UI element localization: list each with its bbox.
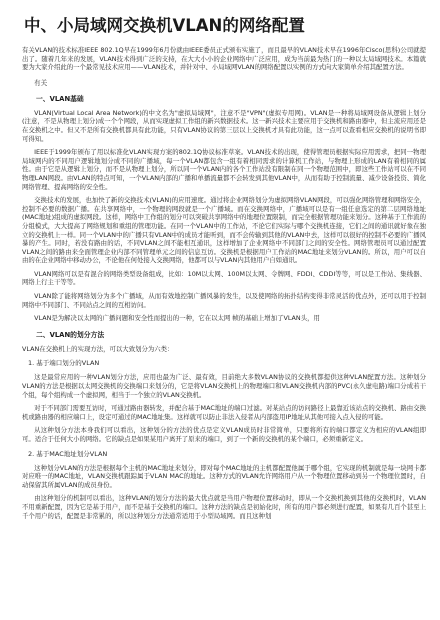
paragraph: 由这种划分的机制可以看出，这种VLAN的划分方法的最大优点就是当用户物理位置移动时，即从一个交换机换到其他的交换机时，VLAN不用重新配置，因为它是基于用户，而不是基于交换机的端口。这种方法的缺点是初始化时，所有的用户都必须进行配置，如果有几百个甚至上千个用户的话，配置是非常累的，所以这种划分方法通常适用于小型局域网。而且这种划: [22, 494, 426, 520]
paragraph: IEEE于1999年颁布了用以标准化VLAN实现方案的802.1Q协议标准草案。VLAN技术的出现，使得管理员根据实际应用需求，把同一物理局域网内的不同用户逻辑地划分成不同的广播域，每一个VLAN都包含一组有着相同需求的计算机工作站，与物理上形成的LAN有着相同的属性。由于它是从逻辑上划分，而不是从物理上划分，所以同一个VLAN内的各个工作站没有限制在同一个物理范围中，即这些工作站可以在不同物理LAN网段。由VLAN的特点可知，一个VLAN内部的广播和单播流量都不会转发到其他VLAN中，从而有助于控制流量、减少设备投资、简化网络管理、提高网络的安全性。: [22, 148, 426, 191]
intro-paragraph: 有关VLAN的技术标准IEEE 802.1Q早在1999年6月份就由IEEE委员正式颁布实施了，而且最早的VLAN技术早在1996年Cisco(思科)公司就提出了。随着几年来的发展，VLAN技术得到广泛的支持，在大大小小的企业网络中广泛应用，成为当前最为热门的一种以太局域网技术。本篇就要为大家介绍此的一个最常见技术应用——VLAN技术，并针对中、小局域网VLAN的网络配置以实例的方式向大家简单介绍其配置方法。: [22, 46, 426, 72]
paragraph: 从这种划分方法本身我们可以看出，这种划分的方法的优点是定义VLAN成员时非常简单，只要将所有的端口都定义为相应的VLAN组即可。适合于任何大小的网络。它的缺点是如果某用户离开了原来的端口，到了一个新的交换机的某个端口，必须重新定义。: [22, 426, 426, 443]
paragraph: 这种划分VLAN的方法是根据每个主机的MAC地址来划分，即对每个MAC地址的主机都配置他属于哪个组，它实现的机制就是每一块网卡都对应唯一的MAC地址，VLAN交换机跟踪属于VLAN MAC的地址。这种方式的VLAN允许网络用户从一个物理位置移动到另一个物理位置时，自动保留其所属VLAN的成员身份。: [22, 463, 426, 489]
subheading-port-vlan: 1. 基于端口划分的VLAN: [28, 359, 100, 368]
paragraph: 这是最常应用的一种VLAN划分方法，应用也最为广泛、最有效，目前绝大多数VLAN协议的交换机都提供这种VLAN配置方法。这种划分VLAN的方法是根据以太网交换机的交换端口来划分的，它是将VLAN交换机上的物理端口和VLAN交换机内部的PVC(永久虚电路)端口分成若干个组，每个组构成一个虚拟网，相当于一个独立的VLAN交换机。: [22, 373, 426, 399]
paragraph: VLAN是为解决以太网的广播问题和安全性而提出的一种，它在以太网 帧的基础上增加了VLAN头，用: [34, 314, 320, 323]
section-heading-vlan-basics: 一、VLAN基础: [36, 94, 84, 103]
section-heading-vlan-division: 二、VLAN的划分方法: [36, 330, 105, 339]
paragraph: VLAN除了能将网络划分为多个广播域，从而有效地控制广播风暴的发生，以及使网络的拓扑结构变得非常灵活的优点外，还可以用于控制网络中不同部门、不同站点之间的互相访问。: [22, 292, 426, 309]
paragraph: VLAN(Virtual Local Area Network)的中文名为"虚拟局域网"，注意不是"VPN"(虚拟专用网)。VLAN是一种将局域网设备从逻辑上划分(注意，不是从物理上划分)成一个个网段，从而实现虚拟工作组的新兴数据技术。这一新兴技术主要应用于交换机和路由器中，但主流应用还是在交换机之中。但又不是所有交换机都具有此功能，只有VLAN协议的第三层以上交换机才具有此功能，这一点可以查看相应交换机的说明书即可得知。: [22, 108, 426, 143]
toc-label: 有关: [34, 78, 48, 87]
paragraph: VLAN网络可以是有混合的网络类型设备组成，比如：10M以太网、100M以太网、令牌网、FDDI、CDDI等等，可以是工作站、集线器、网络上行主干等等。: [22, 269, 426, 287]
page-title: 中、小局域网交换机VLAN的网络配置: [24, 16, 305, 35]
paragraph: 交换技术的发展，也加快了新的交换技术(VLAN)的应用速度。通过将企业网络划分为虚拟网络VLAN网段，可以强化网络管理和网络安全，控制不必要的数据广播。在共享网络中，一个物理的网段就是一个广播域。而在交换网络中，广播域可以是有一组任意选定的第二层网络地址(MAC地址)组成的虚拟网段。这样，网络中工作组的划分可以突破共享网络中的地理位置限制，而完全根据管理功能来划分。这种基于工作流的分组模式，大大提高了网络规划和重组的管理功能。在同一个VLAN中的工作站，不论它们实际与哪个交换机连接，它们之间的通讯就好象在独立的交换机上一样。同一个VLAN中的广播只有VLAN中的成员才能听到，而不会传输到其他的VLAN中去，这样可以很好的控制不必要的广播风暴的产生。同时，若没有路由的话，不同VLAN之间不能相互通讯，这样增加了企业网络中不同部门之间的安全性。网络管理员可以通过配置VLAN之间的路由来全面管理企业内部不同管理单元之间的信息互访。交换机是根据用户工作站的MAC地址来划分VLAN的。所以，用户可以自由的在企业网络中移动办公，不论他在何处接入交换网络，他都可以与VLAN内其他用户自如通讯。: [22, 196, 426, 265]
paragraph: 对于不同部门需要互访时，可通过路由器转发，并配合基于MAC地址的端口过滤。对某站点的访问路径上最靠近该站点的交换机、路由交换机或路由器的相应端口上，设定可通过的MAC地址集。这样就可以防止非法入侵者从内部盗用IP地址从其他可接入点入侵的可能。: [22, 404, 426, 421]
paragraph: VLAN在交换机上的实现方法，可以大致划分为六类：: [22, 344, 174, 353]
subheading-mac-vlan: 2. 基于MAC地址划分VLAN: [28, 449, 108, 458]
